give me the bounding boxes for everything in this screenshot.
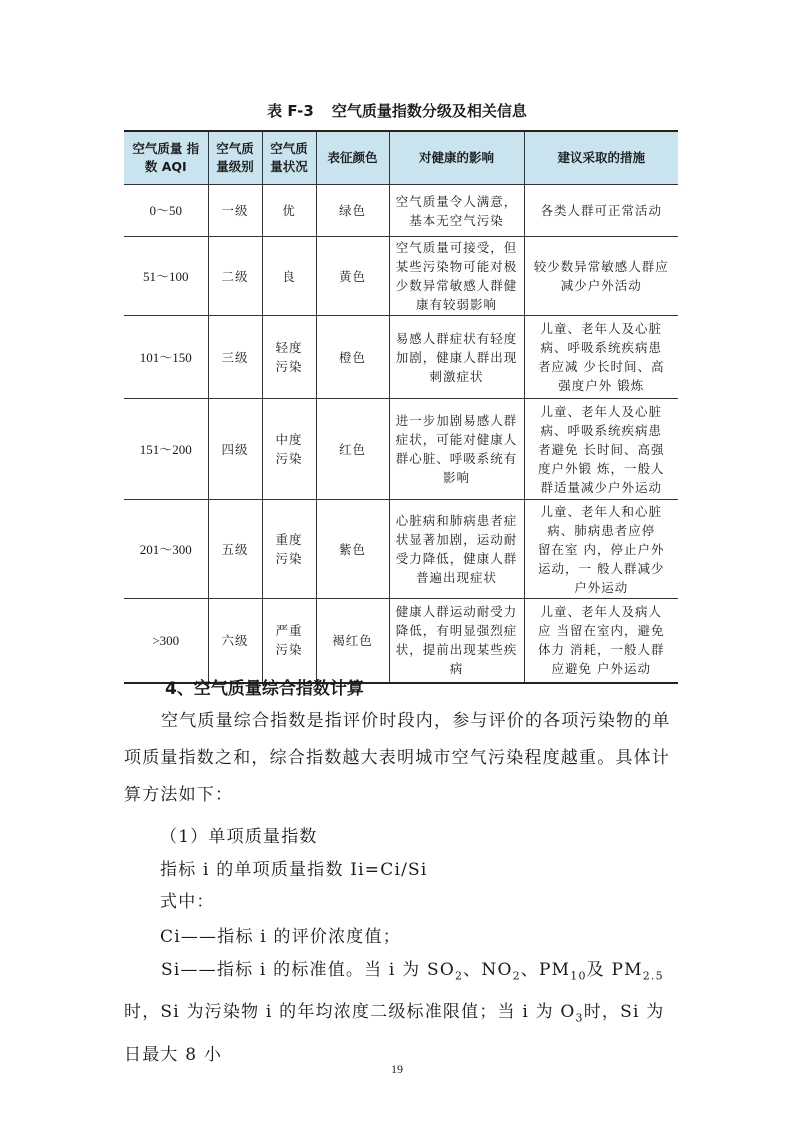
cell-level: 五级	[208, 500, 262, 599]
header-level: 空气质 量级别	[208, 131, 262, 185]
cell-advice: 儿童、老年人及病人 应 当留在室内，避免 体力 消耗，一般人群 应避免 户外运动	[524, 599, 678, 683]
table-header-row	[124, 131, 678, 185]
cell-status: 良	[262, 237, 316, 316]
table-row	[124, 399, 678, 500]
paragraph-definition: 空气质量综合指数是指评价时段内，参与评价的各项污染物的单项质量指数之和，综合指数越大表明城市空气污染程度越重。具体计算方法如下：	[124, 711, 671, 805]
aqi-table	[124, 130, 678, 684]
cell-status: 重度 污染	[262, 500, 316, 599]
cell-aqi: 51～100	[124, 237, 208, 316]
cell-advice: 各类人群可正常活动	[524, 185, 678, 237]
cell-status: 优	[262, 185, 316, 237]
cell-advice: 较少数异常敏感人群应 减少户外活动	[524, 237, 678, 316]
section-title: 4、空气质量综合指数计算	[165, 679, 364, 699]
cell-level: 二级	[208, 237, 262, 316]
cell-level: 六级	[208, 599, 262, 683]
where-label: 式中：	[160, 892, 215, 912]
table-row	[124, 500, 678, 599]
header-status: 空气质 量状况	[262, 131, 316, 185]
formula-line: 指标 i 的单项质量指数 Ii=Ci/Si	[160, 860, 428, 880]
table-row	[124, 237, 678, 316]
cell-health: 空气质量令人满意， 基本无空气污染	[389, 185, 524, 237]
table-title	[0, 100, 794, 121]
cell-advice: 儿童、老年人及心脏 病、呼吸系统疾病患 者应减 少长时间、高 强度户外 锻炼	[524, 316, 678, 399]
cell-health: 易感人群症状有轻度 加剧，健康人群出现 刺激症状	[389, 316, 524, 399]
cell-health: 健康人群运动耐受力 降低，有明显强烈症 状，提前出现某些疾 病	[389, 599, 524, 683]
cell-advice: 儿童、老年人和心脏 病、肺病患者应停 留在室 内，停止户外 运动，一 般人群减少 户外运动	[524, 500, 678, 599]
header-health: 对健康的影响	[389, 131, 524, 185]
cell-aqi: 151～200	[124, 399, 208, 500]
cell-color: 绿色	[316, 185, 389, 237]
table-row	[124, 599, 678, 683]
cell-level: 三级	[208, 316, 262, 399]
table-row	[124, 185, 678, 237]
cell-color: 褐红色	[316, 599, 389, 683]
table-row	[124, 316, 678, 399]
cell-color: 红色	[316, 399, 389, 500]
cell-level: 一级	[208, 185, 262, 237]
cell-status: 严重 污染	[262, 599, 316, 683]
page-number: 19	[391, 1062, 403, 1076]
cell-level: 四级	[208, 399, 262, 500]
cell-status: 轻度 污染	[262, 316, 316, 399]
ci-definition: Ci——指标 i 的评价浓度值；	[160, 927, 401, 947]
table-title-text: 空气质量指数分级及相关信息	[331, 102, 527, 120]
table-title-id: 表 F-3	[267, 102, 314, 120]
header-aqi: 空气质量 指 数 AQI	[124, 131, 208, 185]
header-color: 表征颜色	[316, 131, 389, 185]
subsection-title: （1）单项质量指数	[160, 827, 318, 847]
cell-aqi: 101～150	[124, 316, 208, 399]
cell-color: 橙色	[316, 316, 389, 399]
cell-color: 黄色	[316, 237, 389, 316]
cell-aqi: >300	[124, 599, 208, 683]
si-definition: Si——指标 i 的标准值。当 i 为 $SO_2$、$NO_2$、$PM_{10}$及 $PM_{2.5}$时，Si 为污染物 i 的年均浓度二级标准限值；当 i 为 $O_3$时，Si 为日最大 8 小	[124, 960, 665, 1065]
cell-color: 紫色	[316, 500, 389, 599]
cell-health: 心脏病和肺病患者症 状显著加剧，运动耐 受力降低，健康人群 普遍出现症状	[389, 500, 524, 599]
cell-aqi: 0～50	[124, 185, 208, 237]
header-advice: 建议采取的措施	[524, 131, 678, 185]
cell-advice: 儿童、老年人及心脏 病、呼吸系统疾病患 者避免 长时间、高强 度户外锻 炼，一般人 群适量减少户外运动	[524, 399, 678, 500]
cell-aqi: 201～300	[124, 500, 208, 599]
cell-health: 空气质量可接受，但 某些污染物可能对极 少数异常敏感人群健 康有较弱影响	[389, 237, 524, 316]
cell-status: 中度 污染	[262, 399, 316, 500]
cell-health: 进一步加剧易感人群 症状，可能对健康人 群心脏、呼吸系统有 影响	[389, 399, 524, 500]
